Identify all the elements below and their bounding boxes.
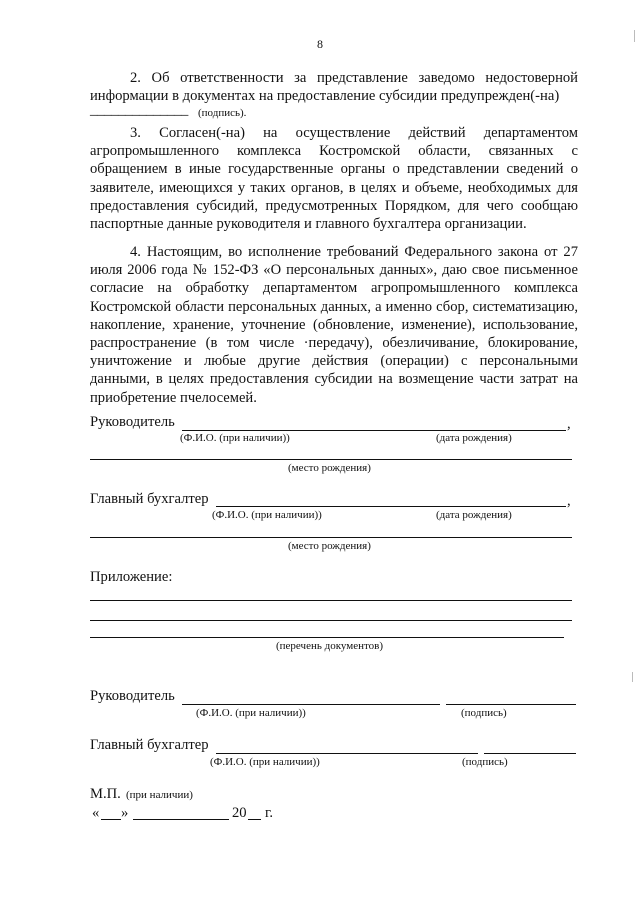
form2-head-sign-line[interactable]	[446, 704, 576, 705]
paragraph-4	[90, 243, 578, 407]
scan-mark	[632, 672, 633, 682]
form1-acc-pob-caption: (место рождения)	[288, 540, 371, 552]
paragraph-3-text: 3. Согласен(-на) на осуществление действий департаментом агропромышленного комплекса Костромской области, связанных с обращением в иные государственные органы о представлении сведений о заявителе, имеющихся у таких органов, в целях и объеме, необходимых для предоставления субсидий, предусмотренных Порядком, для чего сообщаю паспортные данные руководителя и главного бухгалтера организации.	[90, 125, 578, 233]
stamp-mp: М.П.	[90, 786, 121, 802]
date-month-line[interactable]	[133, 819, 229, 820]
form2-head-label: Руководитель	[90, 688, 175, 704]
attachment-line-3[interactable]	[90, 637, 564, 638]
form2-head-fio-caption: (Ф.И.О. (при наличии))	[196, 707, 306, 719]
form2-head-sign-caption: (подпись)	[461, 707, 507, 719]
form1-acc-label: Главный бухгалтер	[90, 491, 209, 507]
attachment-line-1[interactable]	[90, 600, 572, 601]
date-year-suffix: г.	[265, 805, 273, 821]
stamp-mp-note: (при наличии)	[126, 789, 193, 801]
signature-line: ______________	[90, 102, 188, 118]
attachment-caption: (перечень документов)	[276, 640, 383, 652]
paragraph-2-text: 2. Об ответственности за представление заведомо недостоверной информации в документах на предоставление субсидии предупрежден(-на)	[90, 70, 578, 105]
form2-acc-sign-caption: (подпись)	[462, 756, 508, 768]
paragraph-2	[90, 69, 578, 105]
date-day-line[interactable]	[101, 819, 121, 820]
page-number: 8	[317, 37, 323, 51]
form1-acc-fio-caption: (Ф.И.О. (при наличии))	[212, 509, 322, 521]
form1-head-fio-caption: (Ф.И.О. (при наличии))	[180, 432, 290, 444]
form1-acc-pob-line[interactable]	[90, 537, 572, 538]
date-year-line[interactable]	[248, 819, 261, 820]
form2-acc-sign-line[interactable]	[484, 753, 576, 754]
form1-head-pob-caption: (место рождения)	[288, 462, 371, 474]
date-close-quote: »	[121, 805, 129, 821]
date-year-prefix: 20	[232, 805, 247, 821]
form2-acc-label: Главный бухгалтер	[90, 737, 209, 753]
form1-acc-fio-line[interactable]	[216, 506, 566, 507]
paragraph-4-text: 4. Настоящим, во исполнение требований Федерального закона от 27 июля 2006 года № 152-ФЗ «О персональных данных», даю свое письменное согласие на обработку департаментом агропромышленного комплекса Костромской области персональных данных, а именно сбор, систематизацию, накопление, хранение, уточнение (обновление, изменение), использование, распространение (в том числе ·передачу), обезличивание, блокирование, уничтожение и любые другие действия (операции) с персональными данными, в целях предоставления субсидии на возмещение части затрат на приобретение пчелосемей.	[90, 244, 578, 406]
signature-caption: (подпись).	[198, 107, 247, 119]
form1-head-label: Руководитель	[90, 414, 175, 430]
form1-head-pob-line[interactable]	[90, 459, 572, 460]
form1-head-dob-caption: (дата рождения)	[436, 432, 512, 444]
form1-acc-comma: ,	[567, 493, 571, 509]
form2-head-fio-line[interactable]	[182, 704, 440, 705]
date-open-quote: «	[92, 805, 100, 821]
scan-mark	[634, 30, 635, 42]
paragraph-3	[90, 124, 578, 233]
form1-head-fio-line[interactable]	[182, 430, 566, 431]
form1-acc-dob-caption: (дата рождения)	[436, 509, 512, 521]
form2-acc-fio-caption: (Ф.И.О. (при наличии))	[210, 756, 320, 768]
attachment-label: Приложение:	[90, 569, 173, 585]
attachment-line-2[interactable]	[90, 620, 572, 621]
form2-acc-fio-line[interactable]	[216, 753, 478, 754]
form1-head-comma: ,	[567, 416, 571, 432]
